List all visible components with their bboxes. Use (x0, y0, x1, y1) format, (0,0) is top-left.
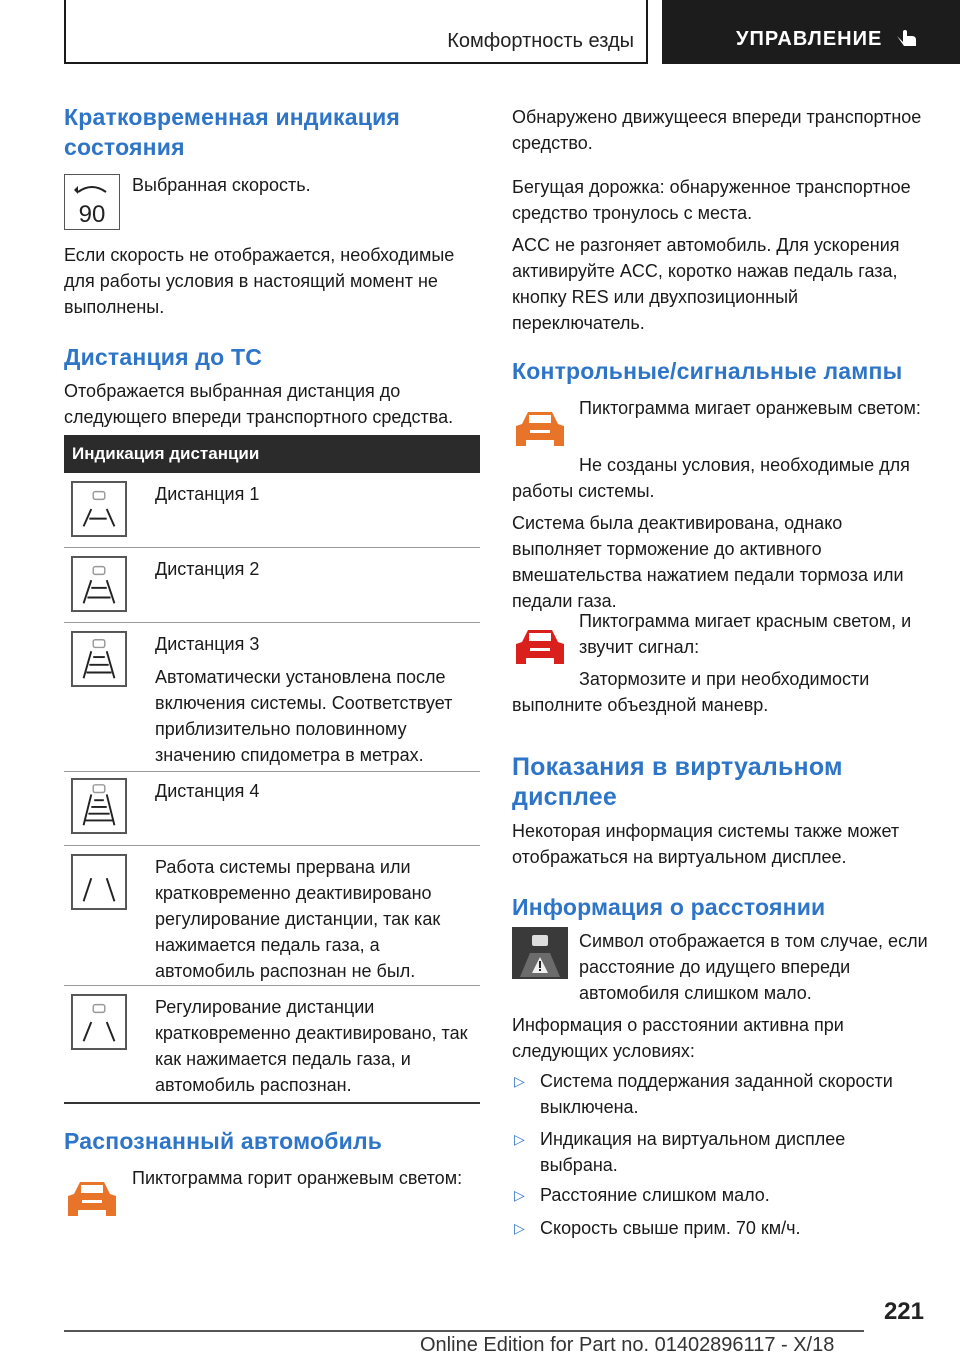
condition-item-4: Скорость свыше прим. 70 км/ч. (540, 1218, 801, 1238)
lamp-orange-text-2: Система была деактивирована, однако выполняет торможение до активного вмешательства нажатием педали тормоза или педали газа. (512, 513, 904, 611)
condition-item-2: Индикация на виртуальном дисплее выбрана. (540, 1129, 846, 1175)
distance-row-4: Дистанция 4 (155, 781, 260, 801)
table-bottom-line (64, 1102, 480, 1104)
bullet-triangle-icon: ▷ (514, 1131, 525, 1147)
speed-icon (64, 174, 120, 230)
heading-recognized-vehicle: Распознанный автомобиль (64, 1128, 383, 1154)
virtual-paragraph: Некоторая информация системы также может отображаться на виртуальном дисплее. (512, 821, 900, 867)
distance-row-3-note: Автоматически установлена после включения системы. Соответствует приблизительно половинному значению спидометра в метрах. (155, 667, 453, 765)
distance-row-2: Дистанция 2 (155, 559, 260, 579)
table-divider (64, 547, 480, 548)
distance-info-paragraph: Информация о расстоянии активна при следующих условиях: (512, 1015, 844, 1061)
header-section-title: Комфортность езды (447, 30, 634, 52)
bullet-triangle-icon: ▷ (514, 1220, 525, 1236)
acc-interrupted-icon (71, 854, 127, 910)
header-chapter-box (662, 0, 960, 64)
car-orange-icon (64, 1174, 120, 1220)
speed-caption: Выбранная скорость. (132, 175, 311, 195)
distance-row-1: Дистанция 1 (155, 484, 260, 504)
distance-2-icon (71, 556, 127, 612)
table-divider (64, 985, 480, 986)
table-divider (64, 622, 480, 623)
distance-info-caption: Символ отображается в том случае, если расстояние до идущего впереди автомобиля слишком мало. (579, 931, 928, 1003)
distance-row-3: Дистанция 3 (155, 634, 260, 654)
footer-edition: Online Edition for Part no. 01402896117 - X/18 (420, 1334, 835, 1356)
distance-row-5: Работа системы прервана или кратковременно деактивировано регулирование дистанции, так как нажимается педаль газа, а автомобиль распознан не был. (155, 857, 441, 981)
lamp-red-text: Затормозите и при необходимости выполните объездной маневр. (512, 669, 870, 715)
heading-status: Кратковременная индикация состояния (64, 104, 401, 160)
car-red-flashing-icon (512, 622, 568, 668)
speed-icon-value: 90 (78, 201, 106, 228)
bullet-triangle-icon: ▷ (514, 1073, 525, 1089)
heading-distance-info: Информация о расстоянии (512, 894, 826, 920)
bullet-triangle-icon: ▷ (514, 1187, 525, 1203)
distance-paragraph: Отображается выбранная дистанция до следующего впереди транспортного средства. (64, 381, 454, 427)
distance-1-icon (71, 481, 127, 537)
heading-distance: Дистанция до ТС (64, 344, 263, 370)
right-paragraph-3: ACC не разгоняет автомобиль. Для ускорения активируйте ACC, коротко нажав педаль газа, кнопку RES или двухпозиционный переключатель. (512, 235, 900, 333)
heading-warning-lamps: Контрольные/сигнальные лампы (512, 358, 903, 384)
lamp-orange-caption: Пиктограмма мигает оранжевым светом: (579, 398, 921, 418)
heading-virtual-display: Показания в виртуальном дисплее (512, 753, 843, 811)
distance-table-header-label: Индикация дистанции (72, 444, 260, 463)
distance-warning-icon (512, 927, 568, 979)
header-section-box (64, 0, 648, 64)
lamp-orange-text: Не созданы условия, необходимые для работы системы. (512, 455, 910, 501)
table-divider (64, 845, 480, 846)
page-number: 221 (883, 1298, 924, 1325)
distance-3-icon (71, 631, 127, 687)
acc-paused-car-icon (71, 994, 127, 1050)
distance-4-icon (71, 778, 127, 834)
header-chapter-title: УПРАВЛЕНИЕ (736, 28, 883, 50)
condition-item-1: Система поддержания заданной скорости выключена. (540, 1071, 893, 1117)
pointing-hand-icon (894, 24, 920, 50)
speed-paragraph: Если скорость не отображается, необходимые для работы условия в настоящий момент не выполнены. (64, 245, 455, 317)
distance-table-header (64, 435, 480, 473)
footer-divider (64, 1330, 864, 1332)
recognized-caption: Пиктограмма горит оранжевым светом: (132, 1168, 463, 1188)
right-paragraph-1: Обнаружено движущееся впереди транспортное средство. (512, 107, 922, 153)
distance-row-6: Регулирование дистанции кратковременно деактивировано, так как нажимается педаль газа, и автомобиль распознан. (155, 997, 468, 1095)
car-orange-flashing-icon (512, 404, 568, 450)
table-divider (64, 771, 480, 772)
right-paragraph-2: Бегущая дорожка: обнаруженное транспортное средство тронулось с места. (512, 177, 911, 223)
condition-item-3: Расстояние слишком мало. (540, 1185, 770, 1205)
lamp-red-caption: Пиктограмма мигает красным светом, и звучит сигнал: (579, 611, 912, 657)
